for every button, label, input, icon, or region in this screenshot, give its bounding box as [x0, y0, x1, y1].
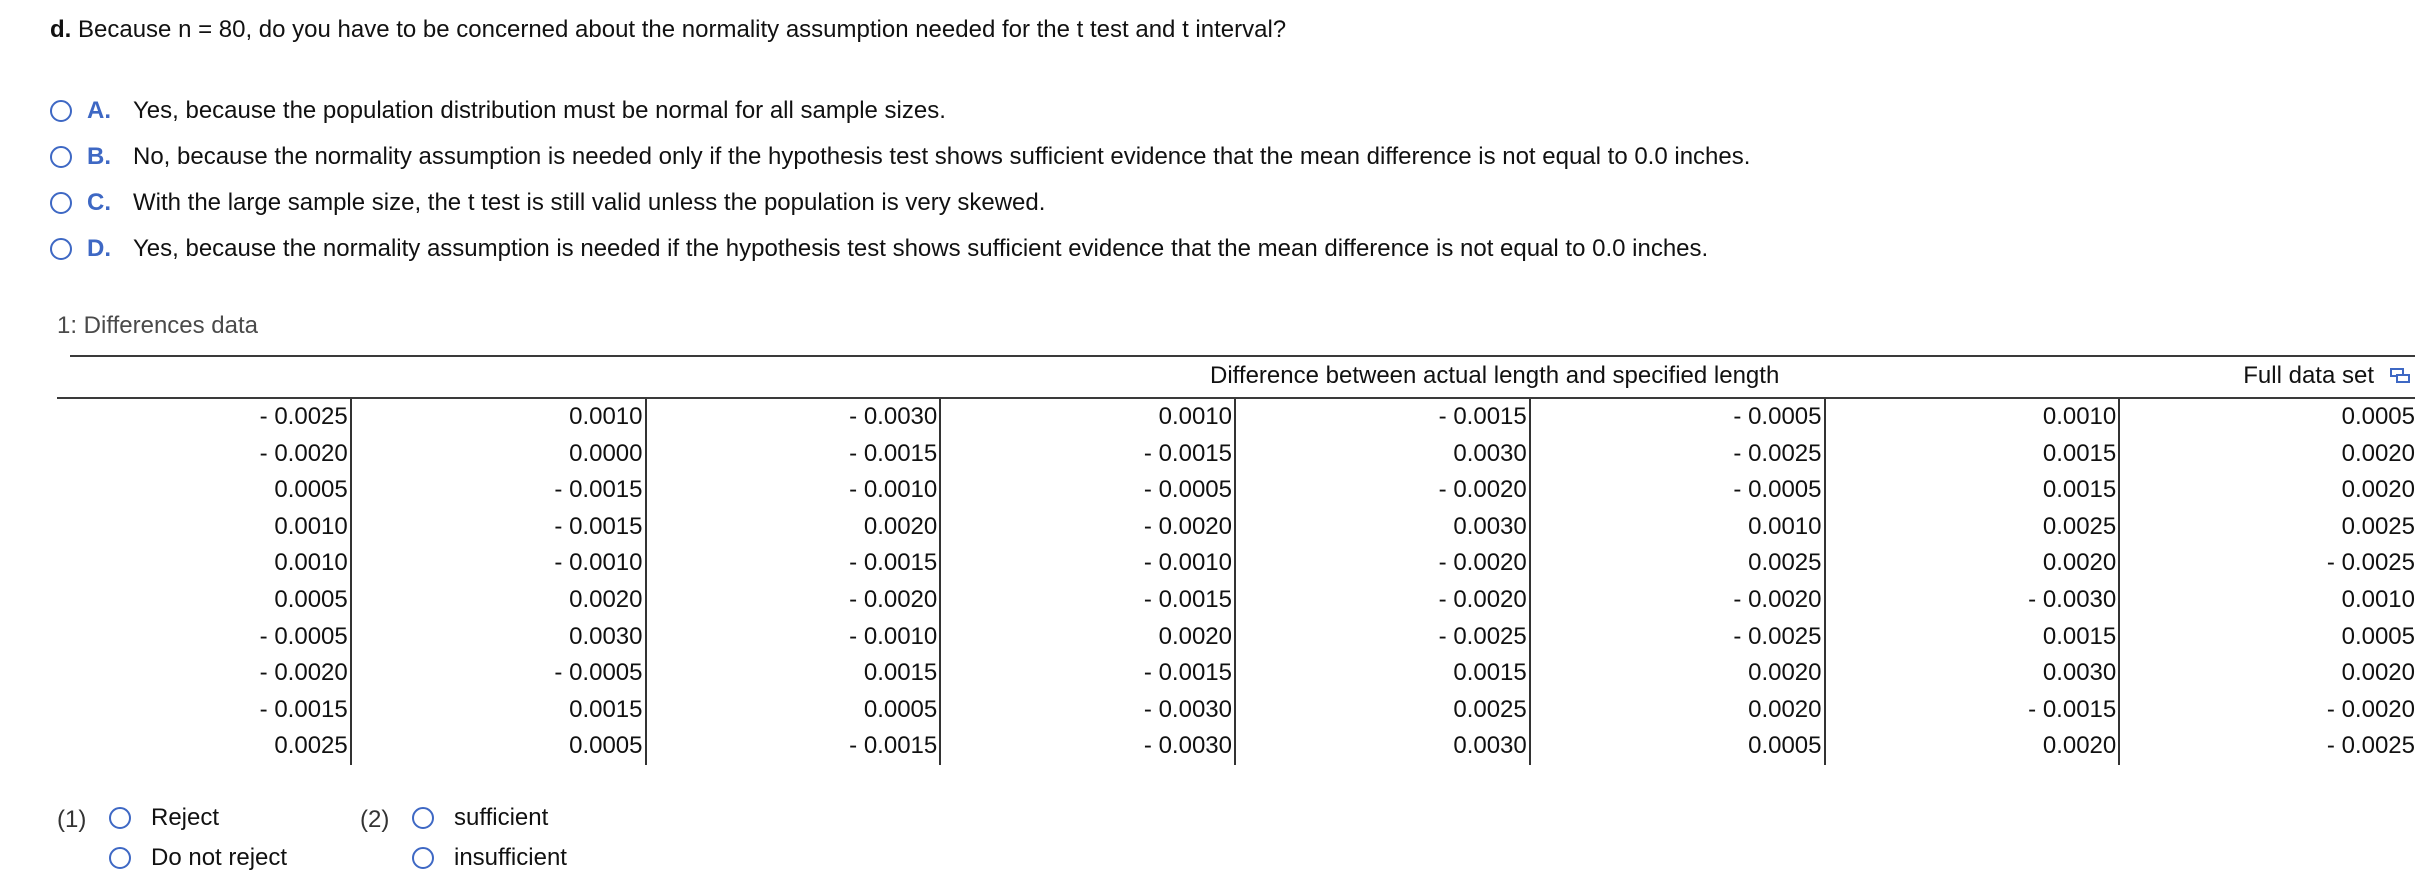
data-cell: - 0.0030 [941, 728, 1236, 765]
data-column [941, 399, 1236, 765]
data-column [1826, 399, 2121, 765]
data-cell: 0.0015 [1236, 655, 1531, 692]
data-cell: - 0.0025 [57, 399, 352, 436]
choice-label: Reject [151, 804, 220, 831]
data-cell: - 0.0030 [1826, 582, 2121, 619]
data-cell: - 0.0015 [1236, 399, 1531, 436]
data-cell: - 0.0020 [57, 436, 352, 473]
table-header: Difference between actual length and specified length [1210, 362, 1780, 389]
data-cell: - 0.0030 [941, 692, 1236, 729]
data-cell: - 0.0015 [941, 436, 1236, 473]
data-cell: 0.0020 [1826, 545, 2121, 582]
data-cell: 0.0025 [1826, 509, 2121, 546]
radio-button[interactable] [50, 146, 72, 168]
data-cell: 0.0010 [2341, 585, 2415, 613]
option-letter: A. [87, 97, 111, 124]
data-column [647, 399, 942, 765]
option-text: With the large sample size, the t test is still valid unless the population is very skewed. [133, 189, 1046, 216]
data-cell: 0.0010 [1826, 399, 2121, 436]
section-title: 1: Differences data [57, 312, 259, 339]
option-text: Yes, because the normality assumption is needed if the hypothesis test shows sufficient evidence that the mean difference is not equal to 0.0 inches. [133, 235, 1709, 262]
radio-button[interactable] [412, 847, 434, 869]
data-cell: - 0.0005 [352, 655, 647, 692]
data-cell: 0.0015 [352, 692, 647, 729]
data-cell: - 0.0025 [2326, 732, 2415, 760]
data-cell: - 0.0005 [941, 472, 1236, 509]
data-cell: - 0.0015 [57, 692, 352, 729]
data-cell: - 0.0025 [1531, 619, 1826, 656]
data-cell: - 0.0025 [2326, 549, 2415, 577]
data-cell: 0.0005 [2341, 403, 2415, 430]
data-cell: 0.0020 [1531, 655, 1826, 692]
data-cell: 0.0025 [57, 728, 352, 765]
data-cell: - 0.0015 [352, 509, 647, 546]
choice-do-not-reject[interactable] [109, 840, 287, 876]
data-cell: 0.0005 [1531, 728, 1826, 765]
choice-sufficient[interactable] [412, 800, 548, 836]
option-text: Yes, because the population distribution must be normal for all sample sizes. [133, 97, 946, 124]
data-cell: - 0.0015 [647, 436, 942, 473]
data-cell: - 0.0020 [1236, 582, 1531, 619]
full-data-set-label: Full data set [2243, 362, 2374, 389]
data-column [1531, 399, 1826, 765]
option-letter: C. [87, 189, 111, 216]
data-cell: 0.0025 [2341, 512, 2415, 540]
data-cell: - 0.0015 [647, 728, 942, 765]
choice-label: insufficient [454, 844, 567, 871]
copy-icon[interactable] [2390, 368, 2412, 384]
data-cell: - 0.0015 [352, 472, 647, 509]
step-number: (2) [360, 806, 390, 833]
data-cell: - 0.0020 [57, 655, 352, 692]
data-cell: - 0.0015 [647, 545, 942, 582]
data-cell: 0.0020 [1826, 728, 2121, 765]
data-cell: - 0.0010 [941, 545, 1236, 582]
data-cell: - 0.0025 [1236, 619, 1531, 656]
choice-insufficient[interactable] [412, 840, 567, 876]
option-d[interactable] [50, 226, 1750, 272]
option-a[interactable] [50, 88, 1750, 134]
data-cell: - 0.0010 [352, 545, 647, 582]
data-cell: 0.0030 [1236, 728, 1531, 765]
section-divider [70, 355, 2415, 357]
radio-button[interactable] [109, 807, 131, 829]
option-text: No, because the normality assumption is needed only if the hypothesis test shows sufficient evidence that the mean difference is not equal to 0.0 inches. [133, 143, 1751, 170]
data-cell: 0.0015 [647, 655, 942, 692]
data-cell: - 0.0020 [647, 582, 942, 619]
data-cell: - 0.0010 [647, 472, 942, 509]
data-cell: - 0.0025 [1531, 436, 1826, 473]
choice-reject[interactable] [109, 800, 219, 836]
data-cell: 0.0010 [57, 509, 352, 546]
data-cell: 0.0000 [352, 436, 647, 473]
choice-label: sufficient [454, 804, 549, 831]
radio-button[interactable] [109, 847, 131, 869]
data-cell: 0.0020 [2341, 659, 2415, 687]
data-cell: - 0.0020 [1236, 545, 1531, 582]
data-cell: - 0.0005 [57, 619, 352, 656]
data-cell: 0.0005 [57, 582, 352, 619]
option-c[interactable] [50, 180, 1750, 226]
differences-table [57, 399, 2415, 765]
data-cell: - 0.0020 [1531, 582, 1826, 619]
data-cell: - 0.0005 [1531, 399, 1826, 436]
data-cell: 0.0020 [352, 582, 647, 619]
answer-options [50, 88, 1750, 272]
data-cell: - 0.0020 [1236, 472, 1531, 509]
data-cell: - 0.0015 [1826, 692, 2121, 729]
data-column [352, 399, 647, 765]
data-cell: 0.0020 [2341, 476, 2415, 504]
choice-label: Do not reject [151, 844, 288, 871]
data-column [2120, 399, 2415, 765]
data-cell: 0.0005 [2341, 622, 2415, 650]
data-cell: - 0.0030 [647, 399, 942, 436]
data-cell: - 0.0020 [2326, 695, 2415, 723]
step-number: (1) [57, 806, 87, 833]
data-cell: 0.0020 [1531, 692, 1826, 729]
option-letter: B. [87, 143, 111, 170]
question-text: Because n = 80, do you have to be concerned about the normality assumption needed for the t test and t interval? [78, 16, 1287, 43]
data-cell: 0.0005 [57, 472, 352, 509]
data-cell: 0.0015 [1826, 472, 2121, 509]
data-cell: - 0.0010 [647, 619, 942, 656]
radio-button[interactable] [50, 192, 72, 214]
data-cell: 0.0010 [1531, 509, 1826, 546]
data-cell: 0.0030 [1236, 436, 1531, 473]
option-b[interactable] [50, 134, 1750, 180]
data-cell: 0.0025 [1531, 545, 1826, 582]
data-cell: 0.0005 [352, 728, 647, 765]
data-cell: 0.0010 [941, 399, 1236, 436]
data-cell: 0.0020 [647, 509, 942, 546]
data-cell: 0.0015 [1826, 436, 2121, 473]
full-data-set-link[interactable] [2243, 362, 2412, 390]
data-cell: 0.0010 [57, 545, 352, 582]
data-cell: 0.0005 [647, 692, 942, 729]
data-cell: 0.0030 [1826, 655, 2121, 692]
data-column [1236, 399, 1531, 765]
data-cell: 0.0015 [1826, 619, 2121, 656]
data-cell: 0.0020 [2341, 439, 2415, 467]
data-column [57, 399, 352, 765]
data-cell: - 0.0020 [941, 509, 1236, 546]
question-letter: d. [50, 16, 72, 43]
data-cell: 0.0030 [352, 619, 647, 656]
data-cell: - 0.0015 [941, 582, 1236, 619]
radio-button[interactable] [50, 238, 72, 260]
data-cell: - 0.0015 [941, 655, 1236, 692]
data-cell: 0.0025 [1236, 692, 1531, 729]
question-prompt [50, 14, 1286, 46]
option-letter: D. [87, 235, 111, 262]
data-cell: - 0.0005 [1531, 472, 1826, 509]
radio-button[interactable] [50, 100, 72, 122]
radio-button[interactable] [412, 807, 434, 829]
table-columns [57, 399, 2415, 765]
data-cell: 0.0010 [352, 399, 647, 436]
data-cell: 0.0030 [1236, 509, 1531, 546]
data-cell: 0.0020 [941, 619, 1236, 656]
